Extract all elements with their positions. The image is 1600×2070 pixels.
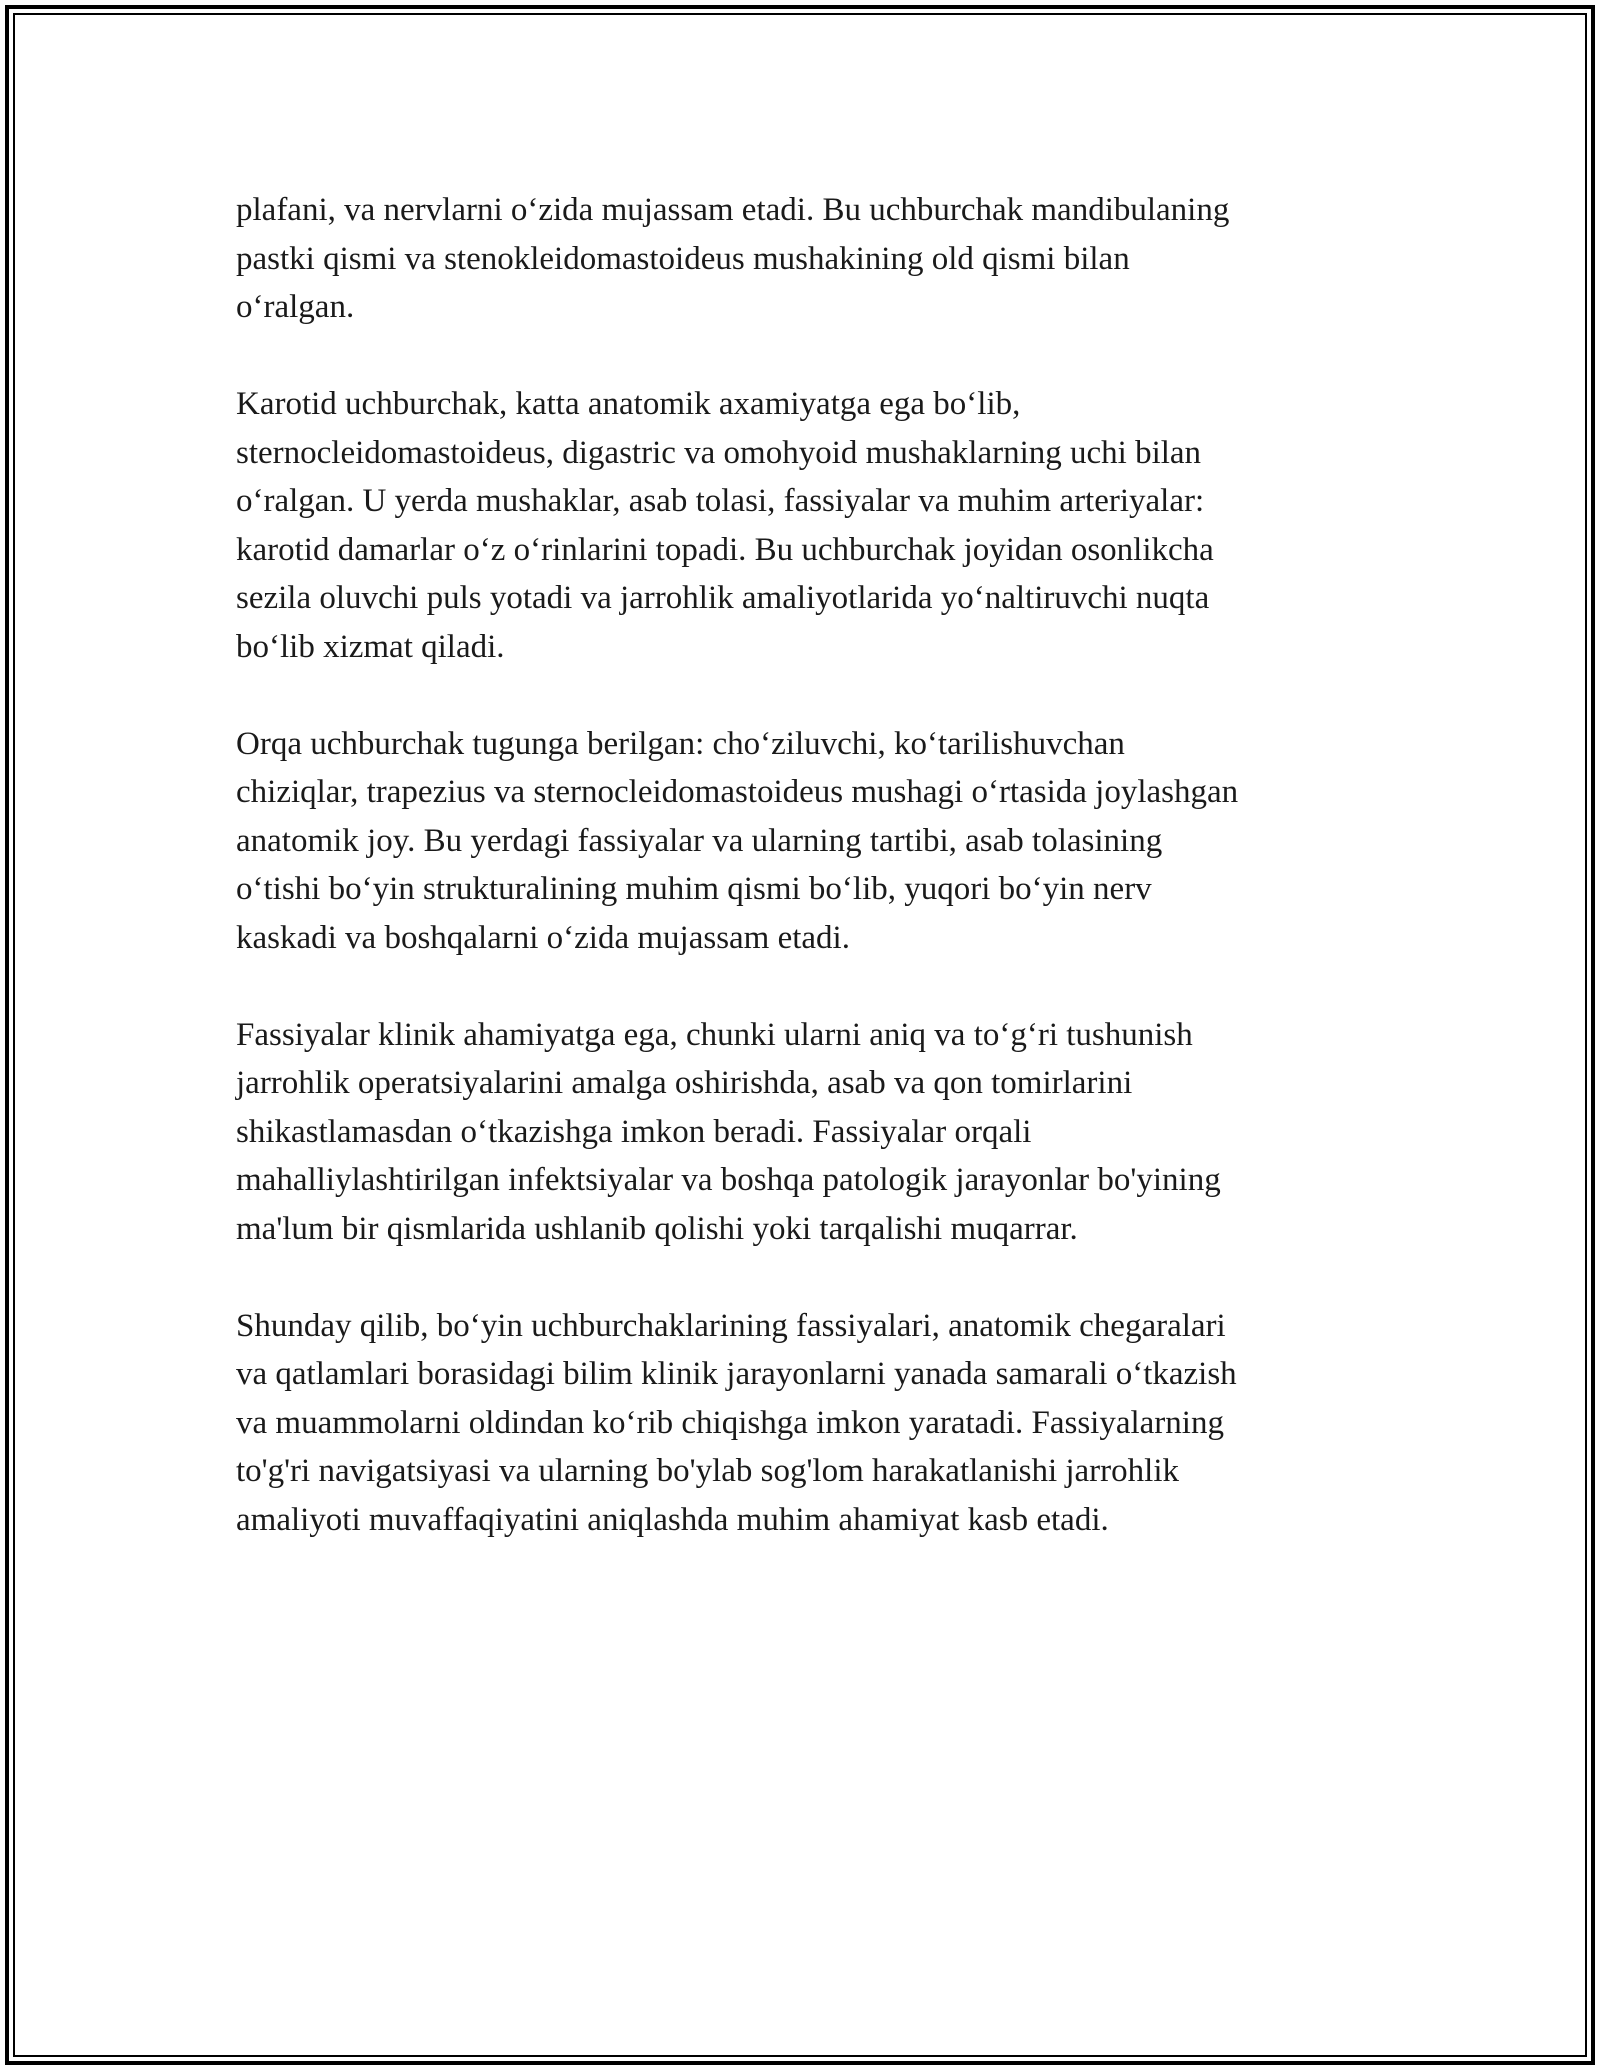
text-line: va muammolarni oldindan ko‘rib chiqishga imkon yaratadi. Fassiyalarning	[236, 1404, 1224, 1441]
text-line: Shunday qilib, bo‘yin uchburchaklarining fassiyalari, anatomik chegaralari	[236, 1307, 1226, 1344]
text-line: anatomik joy. Bu yerdagi fassiyalar va ularning tartibi, asab tolasining	[236, 822, 1163, 859]
paragraph-2	[236, 380, 1366, 671]
paragraph-5	[236, 1302, 1366, 1545]
text-line: o‘ralgan.	[236, 289, 355, 325]
text-line: amaliyoti muvaffaqiyatini aniqlashda muhim ahamiyat kasb etadi.	[236, 1501, 1109, 1538]
text-line: jarrohlik operatsiyalarini amalga oshirishda, asab va qon tomirlarini	[236, 1065, 1133, 1101]
text-line: Orqa uchburchak tugunga berilgan: cho‘ziluvchi, ko‘tarilishuvchan	[236, 725, 1125, 762]
text-line: Fassiyalar klinik ahamiyatga ega, chunki ularni aniq va to‘g‘ri tushunish	[236, 1016, 1193, 1053]
text-line: shikastlamasdan o‘tkazishga imkon beradi. Fassiyalar orqali	[236, 1113, 1032, 1150]
text-line: pastki qismi va stenokleidomastoideus mushakining old qismi bilan	[236, 240, 1130, 277]
text-line: kaskadi va boshqalarni o‘zida mujassam etadi.	[236, 919, 850, 956]
paragraph-3	[236, 720, 1366, 963]
paragraph-4	[236, 1011, 1366, 1254]
text-line: o‘tishi bo‘yin strukturalining muhim qismi bo‘lib, yuqori bo‘yin nerv	[236, 871, 1152, 907]
text-line: chiziqlar, trapezius va sternocleidomastoideus mushagi o‘rtasida joylashgan	[236, 774, 1239, 810]
text-line: mahalliylashtirilgan infektsiyalar va boshqa patologik jarayonlar bo'yining	[236, 1162, 1221, 1198]
text-line: va qatlamlari borasidagi bilim klinik jarayonlarni yanada samarali o‘tkazish	[236, 1356, 1237, 1392]
text-line: karotid damarlar o‘z o‘rinlarini topadi. Bu uchburchak joyidan osonlikcha	[236, 531, 1214, 568]
text-line: to'g'ri navigatsiyasi va ularning bo'ylab sog'lom harakatlanishi jarrohlik	[236, 1453, 1179, 1489]
text-line: ma'lum bir qismlarida ushlanib qolishi yoki tarqalishi muqarrar.	[236, 1210, 1078, 1247]
text-line: sternocleidomastoideus, digastric va omohyoid mushaklarning uchi bilan	[236, 434, 1202, 471]
paragraph-1	[236, 186, 1366, 332]
text-line: bo‘lib xizmat qiladi.	[236, 628, 505, 665]
text-line: Karotid uchburchak, katta anatomik axamiyatga ega bo‘lib,	[236, 386, 1021, 422]
document-body	[236, 186, 1366, 1593]
text-line: sezila oluvchi puls yotadi va jarrohlik amaliyotlarida yo‘naltiruvchi nuqta	[236, 580, 1210, 616]
text-line: plafani, va nervlarni o‘zida mujassam etadi. Bu uchburchak mandibulaning	[236, 192, 1230, 228]
text-line: o‘ralgan. U yerda mushaklar, asab tolasi, fassiyalar va muhim arteriyalar:	[236, 483, 1205, 519]
